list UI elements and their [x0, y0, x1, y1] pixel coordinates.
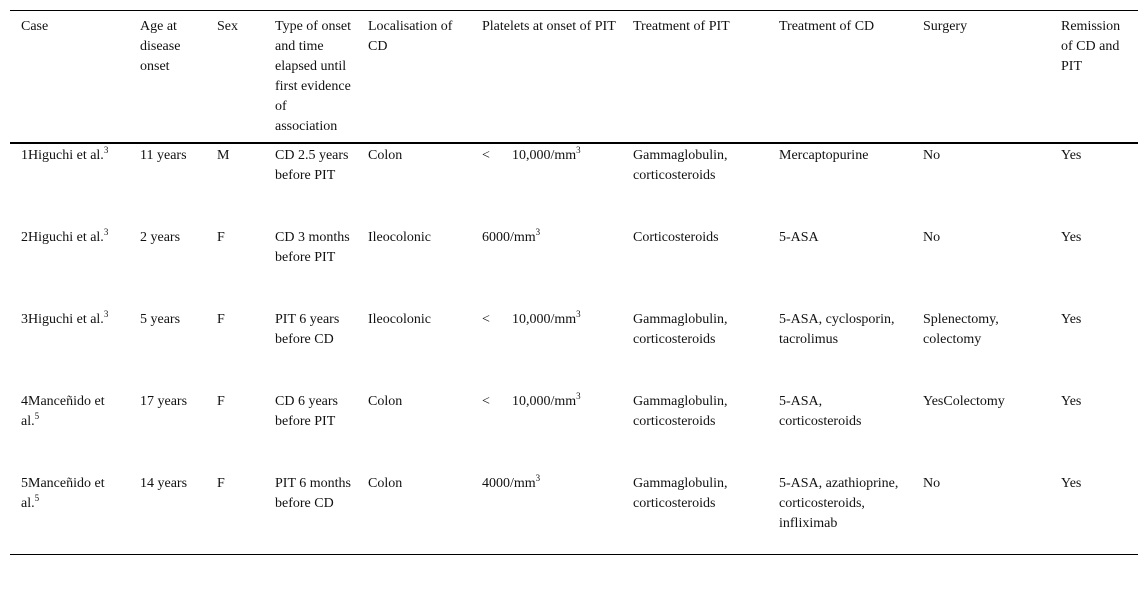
- platelets-value: 4000/mm: [482, 476, 536, 491]
- case-ref: 3: [103, 145, 109, 155]
- platelets-value: 6000/mm: [482, 230, 536, 245]
- case-table: [10, 10, 1138, 555]
- cell-onset: PIT 6 years before CD: [275, 312, 340, 347]
- cell-treatment-pit: Gammaglobulin, corticosteroids: [633, 476, 728, 511]
- cell-platelets: [471, 390, 622, 472]
- cell-sex: F: [217, 476, 225, 491]
- cell-onset: CD 6 years before PIT: [275, 394, 338, 429]
- platelets-exponent: 3: [576, 309, 581, 319]
- cell-onset: PIT 6 months before CD: [275, 476, 351, 511]
- cell-case: [10, 143, 129, 226]
- cell-treatment-pit: Gammaglobulin, corticosteroids: [633, 394, 728, 429]
- cell-age: 2 years: [140, 230, 181, 245]
- platelets-prefix: <: [482, 394, 490, 409]
- cell-remission: Yes: [1061, 148, 1082, 163]
- cell-remission: Yes: [1061, 476, 1082, 491]
- platelets-exponent: 3: [576, 391, 581, 401]
- cell-platelets: [471, 472, 622, 555]
- cell-platelets: [471, 226, 622, 308]
- cell-localisation: Colon: [368, 148, 403, 163]
- header-onset: Type of onset and time elapsed until first evidence of association: [275, 19, 352, 134]
- cell-case: [10, 308, 129, 390]
- case-name: 3Higuchi et al.: [21, 312, 104, 327]
- case-name: 2Higuchi et al.: [21, 230, 104, 245]
- platelets-prefix: <: [482, 148, 490, 163]
- cell-surgery: No: [923, 476, 941, 491]
- cell-onset: CD 2.5 years before PIT: [275, 148, 349, 183]
- cell-treatment-cd: 5-ASA, cyclosporin, tacrolimus: [779, 312, 895, 347]
- case-name: 1Higuchi et al.: [21, 148, 104, 163]
- table-row: [10, 143, 1138, 226]
- cell-platelets: [471, 143, 622, 226]
- platelets-exponent: 3: [535, 473, 541, 483]
- header-remission: Remission of CD and PIT: [1061, 19, 1121, 74]
- cell-age: 11 years: [140, 148, 187, 163]
- table-row: [10, 390, 1138, 472]
- cell-surgery: YesColectomy: [923, 394, 1005, 409]
- cell-platelets: [471, 308, 622, 390]
- table-row: [10, 308, 1138, 390]
- cell-treatment-cd: Mercaptopurine: [779, 148, 869, 163]
- cell-surgery: Splenectomy, colectomy: [923, 312, 999, 347]
- cell-age: 14 years: [140, 476, 188, 491]
- cell-remission: Yes: [1061, 394, 1082, 409]
- cell-localisation: Ileocolonic: [368, 230, 431, 245]
- cell-case: [10, 472, 129, 555]
- platelets-value: 10,000/mm: [512, 394, 577, 409]
- case-ref: 3: [103, 227, 109, 237]
- table-row: [10, 226, 1138, 308]
- cell-treatment-cd: 5-ASA, corticosteroids: [779, 394, 862, 429]
- header-row: [10, 11, 1138, 144]
- cell-remission: Yes: [1061, 230, 1082, 245]
- cell-sex: M: [217, 148, 230, 163]
- header-platelets: Platelets at onset of PIT: [482, 19, 616, 34]
- header-treatment-pit: Treatment of PIT: [633, 19, 730, 34]
- header-localisation: Localisation of CD: [368, 19, 453, 54]
- table-row: [10, 472, 1138, 555]
- cell-treatment-cd: 5-ASA: [779, 230, 819, 245]
- platelets-value: 10,000/mm: [512, 148, 577, 163]
- cell-onset: CD 3 months before PIT: [275, 230, 350, 265]
- case-ref: 5: [34, 411, 40, 421]
- platelets-prefix: <: [482, 312, 490, 327]
- case-ref: 3: [103, 309, 109, 319]
- cell-localisation: Colon: [368, 476, 403, 491]
- platelets-exponent: 3: [576, 145, 581, 155]
- platelets-exponent: 3: [535, 227, 541, 237]
- cell-case: [10, 390, 129, 472]
- cell-surgery: No: [923, 148, 941, 163]
- platelets-value: 10,000/mm: [512, 312, 577, 327]
- case-name: 5Manceñido et al.: [21, 476, 105, 511]
- cell-localisation: Colon: [368, 394, 403, 409]
- header-age: Age at disease onset: [140, 19, 181, 74]
- header-case: Case: [21, 19, 49, 34]
- cell-sex: F: [217, 230, 225, 245]
- cell-sex: F: [217, 394, 225, 409]
- cell-remission: Yes: [1061, 312, 1082, 327]
- cell-sex: F: [217, 312, 225, 327]
- case-ref: 5: [34, 493, 40, 503]
- cell-treatment-cd: 5-ASA, azathioprine, corticosteroids, infliximab: [779, 476, 899, 531]
- header-treatment-cd: Treatment of CD: [779, 19, 875, 34]
- cell-surgery: No: [923, 230, 941, 245]
- case-name: 4Manceñido et al.: [21, 394, 105, 429]
- cell-case: [10, 226, 129, 308]
- cell-treatment-pit: Corticosteroids: [633, 230, 719, 245]
- cell-localisation: Ileocolonic: [368, 312, 431, 327]
- cell-age: 5 years: [140, 312, 181, 327]
- cell-age: 17 years: [140, 394, 188, 409]
- header-sex: Sex: [217, 19, 238, 34]
- cell-treatment-pit: Gammaglobulin, corticosteroids: [633, 148, 728, 183]
- cell-treatment-pit: Gammaglobulin, corticosteroids: [633, 312, 728, 347]
- header-surgery: Surgery: [923, 19, 968, 34]
